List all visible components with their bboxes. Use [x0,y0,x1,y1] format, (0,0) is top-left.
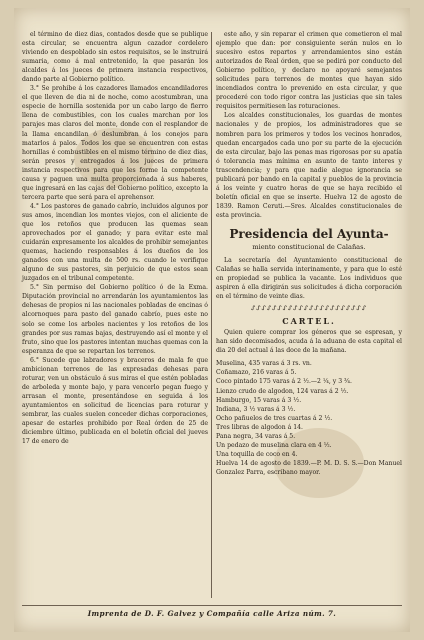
list-item: Hamburgo, 15 varas á 3 ½. [216,396,302,404]
paragraph-2: 3.° Se prohibe á los cazadores llamados encandiladores el que lleven de dia ni de noche, como acostumbran, una especie de hornilla sostenida por un cabo largo de fierro llena de combustibles, con los cuales marchan por los parajes mas claros del monte, donde con el resplandor de la llama encandilan ó deslumbran á los conejos para matarlos á palos. Todos los que se encuentren con estas hornillas é combustibles en el mismo término de diez dias, serán presos y entregados á los jueces de primera instancia respectivos para que les forme la competente causa y paguen una multa proporcionada á sus haberes, que ingresará en las cajas del Gobierno político, excepto la tercera parte que será para el aprehensor. [22,85,208,201]
list-item: Lienzo crudo de algodon, 124 varas á 2 ½. [216,387,349,395]
goods-list [216,359,402,477]
signature-line: Huelva 14 de agosto de 1839.—P. M. D. S. S.—Don Manuel Gonzalez Parra, escribano mayor. [216,459,402,476]
list-item: Tres libras de algodon á 14. [216,423,304,431]
right-column [216,30,402,477]
list-item: Coñamazo, 216 varas á 5. [216,369,297,377]
printer-imprint: Imprenta de D. F. Galvez y Compañía calle Ariza núm. 7. [87,609,337,618]
paragraph-4: 5.° Sin permiso del Gobierno político ó de la Exma. Diputación provincial no arrendarán los ayuntamientos las dehesas de propios ni las nacionales pobladas de encinas ó alcornoques para pasto del ganado cabrío, pues este no solo se come los arboles nacientes y los retoños de los grandes por sus ramas bajas, destruyendo así el monte y el fruto, sino que los pastores intentan muchas quemas con la esperanza de que se repartan los terrenos. [22,284,208,355]
notice-body: La secretaría del Ayuntamiento constitucional de Calañas se halla servida interinamente, y para que lo esté en propiedad se publica la vacante. Los individuos que aspiren á ella dirigirán sus solicitudes á dicha corporación en el término de veinte dias. [216,256,402,301]
list-item: Ocho pañuelos de tres cuartas á 2 ½. [216,414,333,422]
circular-closing: Los alcaldes constitucionales, los guardas de montes nacionales y de propios, los administradores que se nombren para los primeros y todos los vecinos honrados, quedan encargados cada uno por su parte de la ejecución de esta circular, bajo las penas mas rigorosas por su apatía ó tolerancia mas mínima en asunto de tanto interes y trascendencia; y para que nadie alegue ignorancia se publicará por bando en la capital y pueblos de la provincia á los veinte y cuatro horas de que se haya recibido el boletín oficial en que se inserte. Huelva 12 de agosto de 1839. Ramon Ceruti.—Sres. Alcaldes constitucionales de esta provincia. [216,112,402,219]
list-item: Una toquilla de coco en 4. [216,450,298,458]
circular-continuation: este año, y sin reparar el crimen que cometieron el mal ejemplo que dan: por consiguiente serán nulos en lo sucesivo estos repartos y arrendamientos sino están autorizados de Real órden, que se pedirá por conducto del Gobierno político, y declaro no apoyaré semejantes solicitudes para terrenos de montes que hayan sido incendiados contra lo prevenido en esta circular, y que procederé con todo rigor contra las justicias que sin tales requisitos permitiesen las roturaciones. [216,31,402,111]
newspaper-page [14,8,410,632]
list-item: Indiana, 3 ½ varas á 3 ½. [216,405,296,413]
footer-divider [22,605,402,606]
list-item: Pana negra, 34 varas á 5. [216,432,296,440]
cartel-title: CARTEL. [282,316,336,327]
paragraph-5: 6.° Sucede que labradores y braceros de mala fe que ambicionan terrenos de las expresadas dehesas para roturar, ven un obstáculo á sus miras el que estén pobladas de arboleda y monte bajo, y para vencerlo pegan fuego y arrasan el monte, presentándose en seguida á los ayuntamientos en solicitud de licencias para roturar y sembrar, las cuales suelen conceder dichas corporaciones, apesar de estarles prohibido por Real órden de 25 de diciembre último, publicada en el boletín oficial del jueves 17 de enero de [22,356,208,446]
left-column [22,30,208,446]
ornament-divider: ᔑᔑᔑᔑᔑᔑᔑᔑᔑᔑᔑᔑᔑᔑᔑᔑᔑᔑᔑᔑᔑᔑ [251,305,367,313]
list-item: Un pedazo de muselina clara en 4 ½. [216,441,332,449]
notice-subheading: miento constitucional de Calañas. [252,242,366,251]
cartel-intro: Quien quiere comprar los géneros que se espresan, y han sido decomisados, acuda á la aduana de esta capital el dia 20 del actual á las doce de la mañana. [216,329,402,355]
column-divider [211,32,212,598]
list-item: Coco pintado 175 varas á 2 ½.—2 ¼, y 3 ¾. [216,378,352,386]
paragraph-3: 4.° Los pastores de ganado cabrío, incluidos algunos por sus amos, incendian los montes viejos, con el aliciente de que los retoños que producen las quemas sean aprovechados por el ganado; y para evitar este mal cuidarán expresamente los alcaldes de prohibir semejantes quemas, haciendo responsables á los dueños de los ganados con una multa de 500 rs. cuando le verifique alguno de sus pastores, sin perjuicio de que estos sean juzgados en el tribunal competente. [22,202,208,283]
list-item: Muselina, 435 varas á 3 rs. vn. [216,360,312,368]
paragraph-1: el término de diez dias, contados desde que se publique esta circular, se encuentra algun cazador cordelero viviendo en despoblado sin estos requisitos, se le instruirá sumaria, como á mal entretenido, la que pasarán los alcaldes á los jueces de primera instancia respectivos, dando parte al Gobierno político. [22,31,208,84]
notice-heading: Presidencia del Ayunta- [229,226,389,241]
